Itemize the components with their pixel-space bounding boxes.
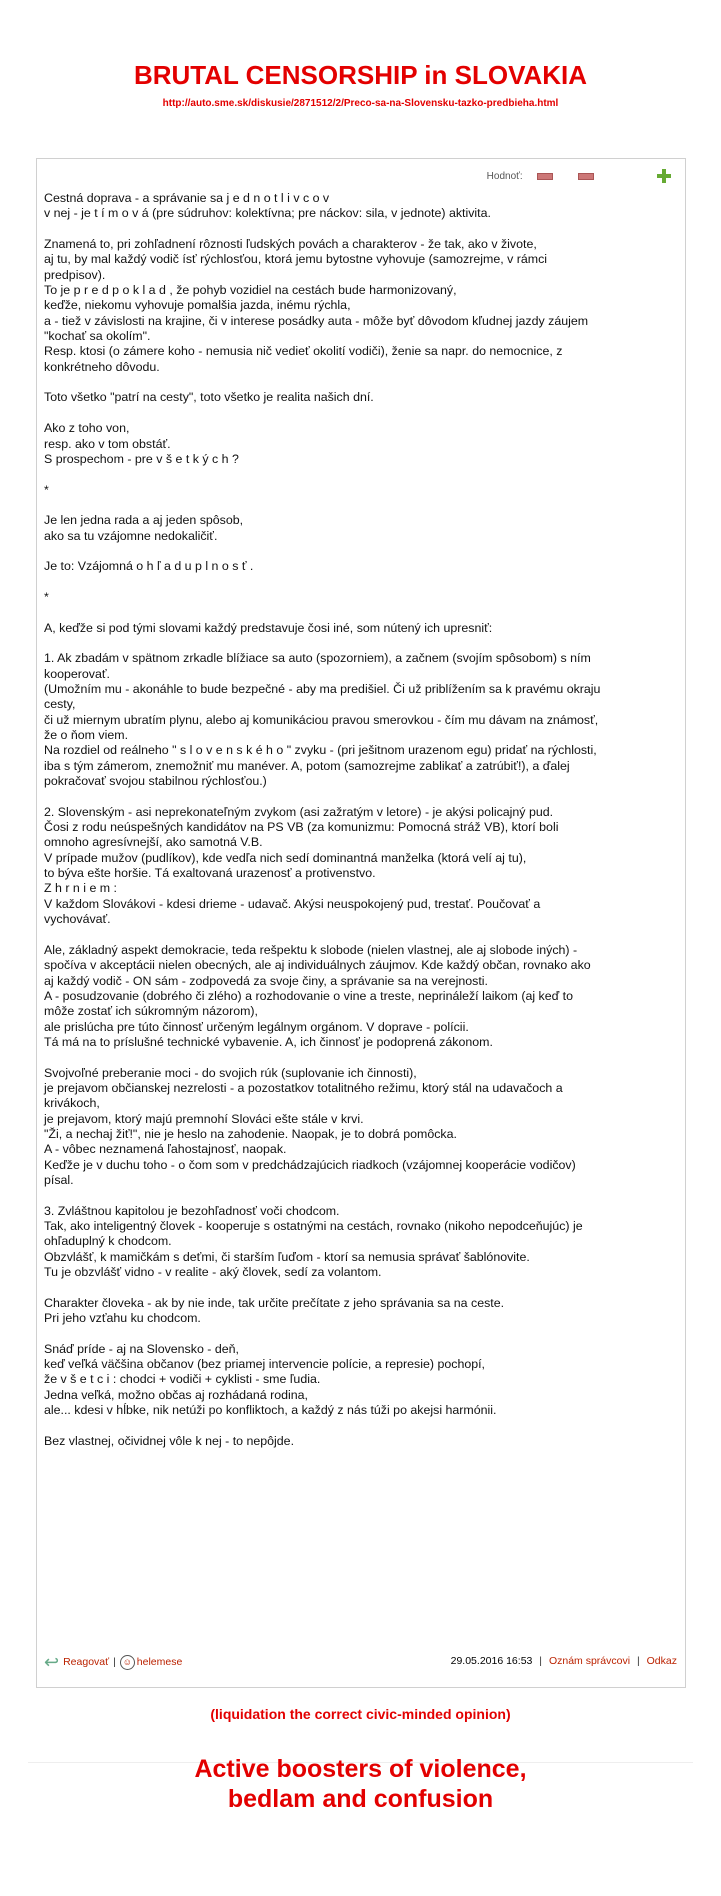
separator: |: [636, 1655, 640, 1667]
reply-link[interactable]: Reagovať: [63, 1656, 110, 1668]
bottom-headline-line2: bedlam and confusion: [227, 1785, 494, 1813]
bottom-headline: [0, 1754, 721, 1814]
rating-bar: [487, 169, 671, 183]
rating-label: Hodnoť:: [486, 170, 523, 182]
reply-area: [44, 1653, 182, 1671]
plus-icon[interactable]: [657, 169, 671, 183]
source-url: http://auto.sme.sk/diskusie/2871512/2/Preco-sa-na-Slovensku-tazko-predbieha.html: [162, 98, 559, 109]
comment-body: Cestná doprava - a správanie sa j e d n o t l i v c o v v nej - je t í m o v á (pre súdruhov: kolektívna; pre náckov: sila, v jednote) aktivita. Znamená to, pri zohľadnení rôznosti ľudských povách a charakterov - že tak, ako v živote, aj tu, by mal každý vodič ísť rýchlosťou, ktorá jemu bytostne vyhovuje (samozrejme, v rámci predpisov). To je p r e d p o k l a d , že pohyb vozidiel na cestách bude harmonizovaný, keďže, niekomu vyhovuje pomalšia jazda, inému rýchla, a - tiež v závislosti na krajine, či v interese posádky auta - môže byť dôvodom kľudnej jazdy záujem "kochať sa okolím". Resp. ktosi (o zámere koho - nemusia nič vedieť okolití vodiči), ženie sa napr. do nemocnice, z konkrétneho dôvodu. Toto všetko "patrí na cesty", toto všetko je realita našich dní. Ako z toho von, resp. ako v tom obstáť. S prospechom - pre v š e t k ý c h ? * Je len jedna rada a aj jeden spôsob, ako sa tu vzájomne nedokaličiť. Je to: Vzájomná o h ľ a d u p l n o s ť . * A, keďže si pod tými slovami každý predstavuje čosi iné, som nútený ich upresniť: 1. Ak zbadám v spätnom zrkadle blížiace sa auto (spozorniem), a začnem (svojím spôsobom) s ním kooperovať. (Umožním mu - akonáhle to bude bezpečné - aby ma predišiel. Či už priblížením sa k pravému okraju cesty, či už miernym ubratím plynu, alebo aj komunikáciou pravou smerovkou - čím mu dávam na známosť, že o ňom viem. Na rozdiel od reálneho " s l o v e n s k é h o " zvyku - (pri ješitnom urazenom egu) pridať na rýchlosti, iba s tým zámerom, znemožniť mu manéver. A, potom (samozrejme zablikať a zatrúbiť!), a ďalej pokračovať svojou stabilnou rýchlosťou.) 2. Slovenským - asi neprekonateľným zvykom (asi zažratým v letore) - je akýsi policajný pud. Čosi z rodu neúspešných kandidátov na PS VB (za komunizmu: Pomocná stráž VB), ktorí boli omnoho agresívnejší, ako samotná V.B. V prípade mužov (pudlíkov), kde vedľa nich sedí dominantná manželka (ktorá velí aj tu), to býva ešte horšie. Tá exaltovaná urazenosť a protivenstvo. Z h r n i e m : V každom Slovákovi - kdesi drieme - udavač. Akýsi neuspokojený pud, trestať. Poučovať a vychovávať. Ale, základný aspekt demokracie, teda rešpektu k slobode (nielen vlastnej, ale aj slobode iných) - spočíva v akceptácii nielen obecných, ale aj individuálnych záujmov. Kde každý občan, rovnako ako aj každý vodič - ON sám - zodpovedá za svoje činy, a správanie sa na verejnosti. A - posudzovanie (dobrého či zlého) a rozhodovanie o vine a treste, neprináleží laikom (aj keď to môže zostať ich súkromným názorom), ale prislúcha pre túto činnosť určeným legálnym orgánom. V doprave - polícii. Tá má na to príslušné technické vybavenie. A, ich činnosť je podoprená zákonom. Svojvoľné preberanie moci - do svojich rúk (suplovanie ich činnosti), je prejavom občianskej nezrelosti - a pozostatkov totalitného režimu, ktorý stál na udavačoch a krivákoch, je prejavom, ktorý majú premnohí Slováci ešte stále v krvi. "Ži, a nechaj žiť!", nie je heslo na zahodenie. Naopak, je to dobrá pomôcka. A - vôbec neznamená ľahostajnosť, naopak. Keďže je v duchu toho - o čom som v predchádzajúcich riadkoch (vzájomnej kooperácie vodičov) písal. 3. Zvláštnou kapitolou je bezohľadnosť voči chodcom. Tak, ako inteligentný človek - kooperuje s ostatnými na cestách, rovnako (nikoho nepodceňujúc) je ohľaduplný k chodcom. Obzvlášť, k mamičkám s deťmi, či starším ľuďom - ktorí sa nemusia správať šablónovite. Tu je obzvlášť vidno - v realite - aký človek, sedí za volantom. Charakter človeka - ak by nie inde, tak určite prečítate z jeho správania sa na ceste. Pri jeho vzťahu ku chodcom. Snáď príde - aj na Slovensko - deň, keď veľká väčšina občanov (bez priamej intervencie polície, a represie) pochopí, že v š e t c i : chodci + vodiči + cyklisti - sme ľudia. Jedna veľká, možno občas aj rozhádaná rodina, ale... kdesi v hĺbke, nik netúži po konfliktoch, a každý z nás túži po akejsi harmónii. Bez vlastnej, očividnej vôle k nej - to nepôjde.: [44, 191, 601, 1448]
reply-arrow-icon[interactable]: ↩: [44, 1652, 60, 1672]
bottom-headline-line1: Active boosters of violence,: [194, 1755, 527, 1783]
page-headline: BRUTAL CENSORSHIP in SLOVAKIA: [133, 60, 588, 90]
thumb-down-icon[interactable]: [578, 173, 594, 180]
comment-meta: [451, 1655, 677, 1667]
permalink-link[interactable]: Odkaz: [646, 1655, 677, 1667]
separator: |: [113, 1656, 116, 1668]
comment-box: [36, 158, 686, 1688]
user-icon: ☺: [120, 1655, 135, 1670]
username-link[interactable]: helemese: [136, 1656, 183, 1668]
report-link[interactable]: Oznám správcovi: [548, 1655, 631, 1667]
comment-footer: [44, 1651, 677, 1675]
thumb-down-icon[interactable]: [537, 173, 553, 180]
comment-datetime: 29.05.2016 16:53: [450, 1655, 533, 1667]
separator: |: [539, 1655, 543, 1667]
caption-text: (liquidation the correct civic-minded opinion): [210, 1706, 511, 1722]
